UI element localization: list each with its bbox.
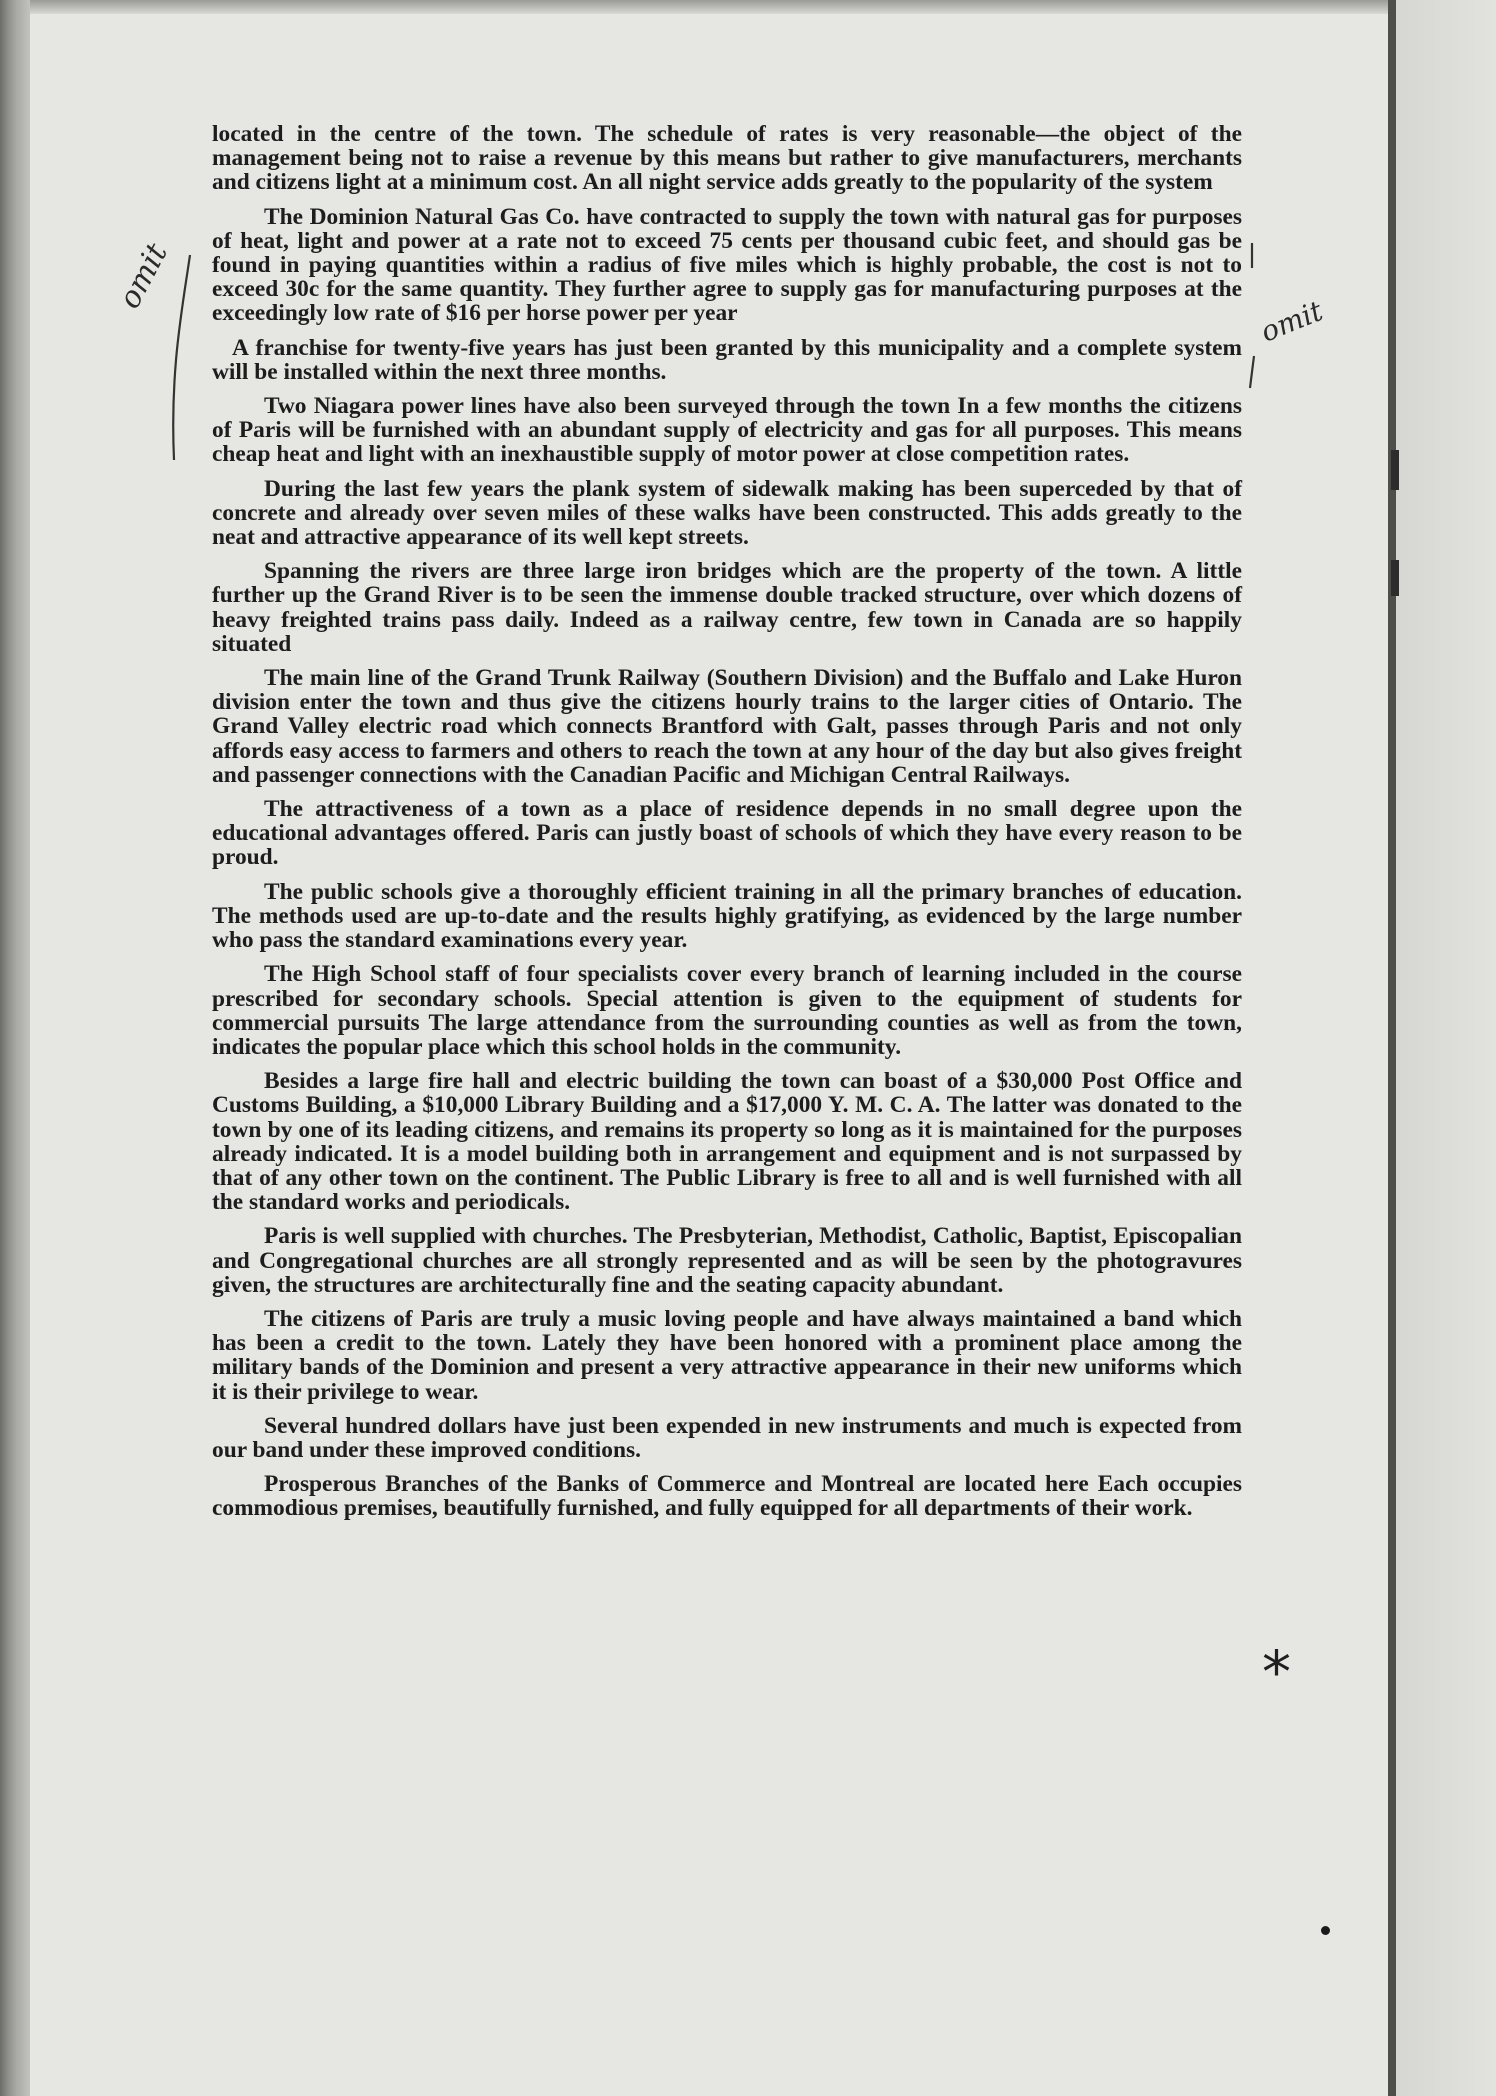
- paragraph: The attractiveness of a town as a place of residence depends in no small degree upon the educational advantages offered. Paris can justly boast of schools of which they have every reason to be proud.: [212, 796, 1242, 871]
- paragraph: The citizens of Paris are truly a music loving people and have always maintained a band which has been a credit to the town. Lately they have been honored with a prominent place among the military bands of the Dominion and present a very attractive appearance in their new uniforms which it is their privilege to wear.: [212, 1305, 1242, 1405]
- facing-page-edge: [1396, 0, 1496, 2096]
- paragraph: The High School staff of four specialists cover every branch of learning included in the course prescribed for secondary schools. Special attention is given to the equipment of students for commercial pursuits The large attendance from the surrounding counties as well as from the town, indicates the popular place which this school holds in the community.: [212, 961, 1242, 1060]
- paragraph: During the last few years the plank system of sidewalk making has been superceded by that of concrete and already over seven miles of these walks have been constructed. This adds greatly to the neat and attractive appearance of its well kept streets.: [212, 475, 1242, 551]
- paragraph: The public schools give a thoroughly efficient training in all the primary branches of education. The methods used are up-to-date and the results highly gratifying, as evidenced by the large number who pass the standard examinations every year.: [212, 878, 1242, 954]
- paragraph: The main line of the Grand Trunk Railway (Southern Division) and the Buffalo and Lake Huron division enter the town and thus give the citizens hourly trains to the larger cities of Ontario. The Grand Valley electric road which connects Brantford with Galt, passes through Paris and not only affords easy access to farmers and others to reach the town at any hour of the day but also gives freight and passenger connections with the Canadian Pacific and Michigan Central Railways.: [212, 665, 1242, 788]
- paragraph: Several hundred dollars have just been expended in new instruments and much is expected from our band under these improved conditions.: [212, 1412, 1242, 1463]
- handwritten-star-mark: *: [1262, 1638, 1291, 1706]
- left-margin-bracket: [160, 250, 200, 470]
- paragraph: A franchise for twenty-five years has just been granted by this municipality and a complete system will be installed within the next three months.: [212, 334, 1242, 385]
- handwritten-note-right: omit: [1256, 294, 1328, 349]
- paragraph: located in the centre of the town. The schedule of rates is very reasonable—the object of the management being not to raise a revenue by this means but rather to give manufacturers, merchants and citizens light at a minimum cost. An all night service adds greatly to the popularity of the system: [212, 121, 1242, 196]
- paragraph: Two Niagara power lines have also been surveyed through the town In a few months the citizens of Paris will be furnished with an abundant supply of electricity and gas for all purposes. This means cheap heat and light with an inexhaustible supply of motor power at close competition rates.: [212, 393, 1242, 468]
- binding-mark-1: [1391, 450, 1399, 490]
- binding-mark-2: [1391, 560, 1399, 596]
- book-left-edge: [0, 0, 30, 2096]
- paragraph: Paris is well supplied with churches. The Presbyterian, Methodist, Catholic, Baptist, Episcopalian and Congregational churches are all strongly represented and as will be seen by the photogravures given, the structures are architecturally fine and the seating capacity abundant.: [212, 1223, 1242, 1298]
- handwritten-note-left: omit: [112, 237, 175, 315]
- paragraph: Besides a large fire hall and electric building the town can boast of a $30,000 Post Office and Customs Building, a $10,000 Library Building and a $17,000 Y. M. C. A. The latter was donated to the town by one of its leading citizens, and remains its property so long as it is maintained for the purposes already indicated. It is a model building both in arrangement and equipment and is not surpassed by that of any other town on the continent. The Public Library is free to all and is well furnished with all the standard works and periodicals.: [212, 1068, 1242, 1216]
- book-spine: [1388, 0, 1396, 2096]
- paragraph: The Dominion Natural Gas Co. have contracted to supply the town with natural gas for purposes of heat, light and power at a rate not to exceed 75 cents per thousand cubic feet, and should gas be found in paying quantities within a radius of five miles which is highly probable, the cost is not to exceed 30c for the same quantity. They further agree to supply gas for manufacturing purposes at the exceedingly low rate of $16 per horse power per year: [212, 203, 1242, 327]
- paragraph: Spanning the rivers are three large iron bridges which are the property of the town. A little further up the Grand River is to be seen the immense double tracked structure, over which dozens of heavy freighted trains pass daily. Indeed as a railway centre, few town in Canada are so happily situated: [212, 558, 1242, 657]
- paragraph: Prosperous Branches of the Banks of Commerce and Montreal are located here Each occupies commodious premises, beautifully furnished, and fully equipped for all departments of their work.: [212, 1471, 1242, 1522]
- body-text: [212, 122, 1242, 1531]
- ink-dot: [1321, 1926, 1330, 1935]
- page-top-shadow: [30, 0, 1390, 14]
